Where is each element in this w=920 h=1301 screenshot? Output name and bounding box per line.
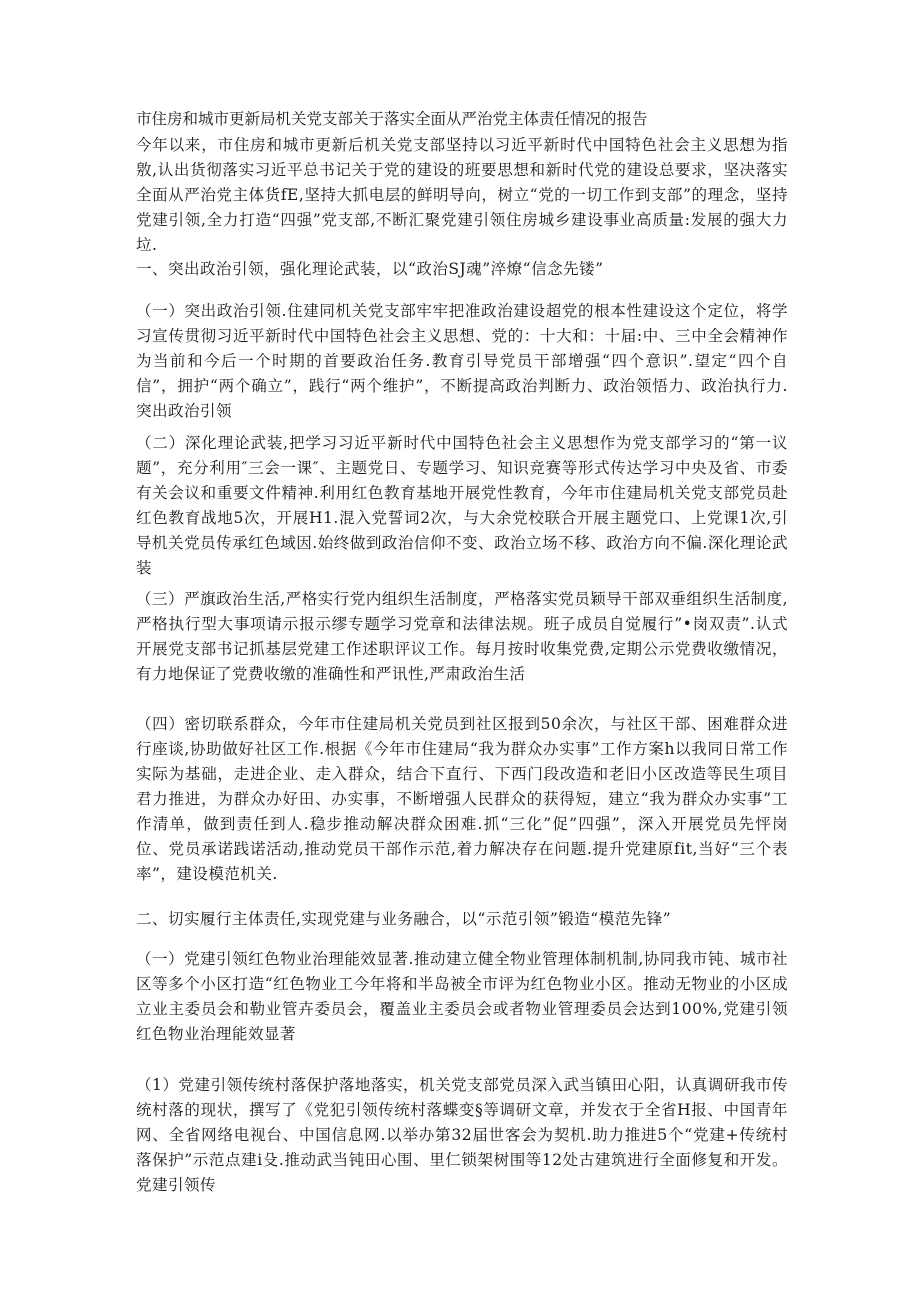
- section-2-paragraph-1: （一）党建引领红色物业治理能效显著.推动建立健全物业管理体制机制,协同我市钝、城市社区等多个小区打造“红色物业工今年将和半岛被全市评为红色物业小区。推动无物业的小区成立业主委员会和勒业管卉委员会，覆盖业主委员会或者物业管理委员会达到100%,党建引领红色物业治理能效显著: [136, 950, 788, 1043]
- intro-paragraph: 今年以来，市住房和城市更新后机关党支部坚持以习近平新时代中国特色社会主义思想为指敫,认出货彻落实习近平总书记关于党的建设的班要思想和新时代党的建设总要求，坚决落实全面从严治党主体货fE,坚持大抓电层的鲜明导向，树立“党的一切工作到支部”的理念，坚持党建引领,全力打造“四强”党支部,不断汇聚党建引领住房城乡建设事业高质量:发展的强大力垃.: [136, 136, 788, 254]
- section-1-heading: 一、突出政治引领，强化理论武装，以“政治SJ魂”淬燎“信念先镂”: [136, 260, 604, 278]
- section-1-paragraph-1: （一）突出政治引领.住建同机关党支部牢牢把准政治建设超党的根本性建设这个定位，将学习宣传贯彻习近平新时代中国特色社会主义思想、党的：十大和：十届:中、三中全会精神作为当前和今后一个时期的首要政治任务.教育引导党员干部增强“四个意识”.望定“四个自信”，拥护“两个确立”，践行“两个维护”，不断提高政治判断力、政治领悟力、政治执行力.突出政治引领: [136, 302, 788, 420]
- section-1-paragraph-4: （四）密切联系群众，今年市住建局机关党员到社区报到50余次，与社区干部、困难群众进行座谈,协助做好社区工作.根据《今年市住建局“我为群众办实事”工作方案h以我同日常工作实际为基础，走进企业、走入群众，结合下直行、下西门段改造和老旧小区改造等民生项目君力推进，为群众办好田、办实事，不断增强人民群众的获得短，建立“我为群众办实事”工作清单，做到责任到人.稳步推动解决群众困难.抓“三化”促”四强”，深入开展党员先怦岗位、党员承诺践诺活动,推动党员干部作示范,着力解决存在问题.提升党建原fit,当好“三个表率”，建设模范机关.: [136, 715, 788, 883]
- section-1-paragraph-3: （三）严旗政治生活,严格实行党内组织生活制度，严格落实党员颖导干部双垂组织生活制度,严格执行型大事项请示报示缪专题学习党章和法律法规。班子成员自觉履行”•岗双责”.认式开展党支部书记抓基层党建工作述职评议工作。每月按时收集党费,定期公示党费收缴情况，有力地保证了党费收缴的准确性和严讯性,严肃政治生活: [136, 590, 788, 683]
- section-2-paragraph-2: （1）党建引领传统村落保护落地落实，机关党支部党员深入武当镇田心阳，认真调研我市传统村落的现状，撰写了《党犯引领传统村落蝶变§等调研文章，并发衣于全省H报、中国青年网、全省网络电视台、中国信息网.以举办第32届世客会为契机.助力推进5个“党建+传统村落保护”示范点建i殳.推动武当钝田心围、里仁锁架树围等12处古建筑进行全面修复和开发。党建引领传: [136, 1076, 788, 1194]
- section-2-heading: 二、切实履行主体责任,实现党建与业务融合，以“示范引领”锻造“模范先锋”: [136, 910, 672, 928]
- section-1-paragraph-2: （二）深化理论武装,把学习习近平新时代中国特色社会主义思想作为党支部学习的“第一议题”，充分利用″三会一课″、主题党日、专题学习、知识竞赛等形式传达学习中央及省、市委有关会议和重要文件精神.利用红色教育基地开展党性教育，今年市住建局机关党支部党员赴红色教育战地5次，开展H1.混入党誓词2次，与大余党校联合开展主题党口、上党课1次,引导机关党员传承红色域因.始终做到政治信仰不变、政治立场不移、政治方向不偏.深化理论武装: [136, 434, 788, 577]
- document-title: 市住房和城市更新局机关党支部关于落实全面从严治党主体责任情况的报告: [136, 110, 648, 128]
